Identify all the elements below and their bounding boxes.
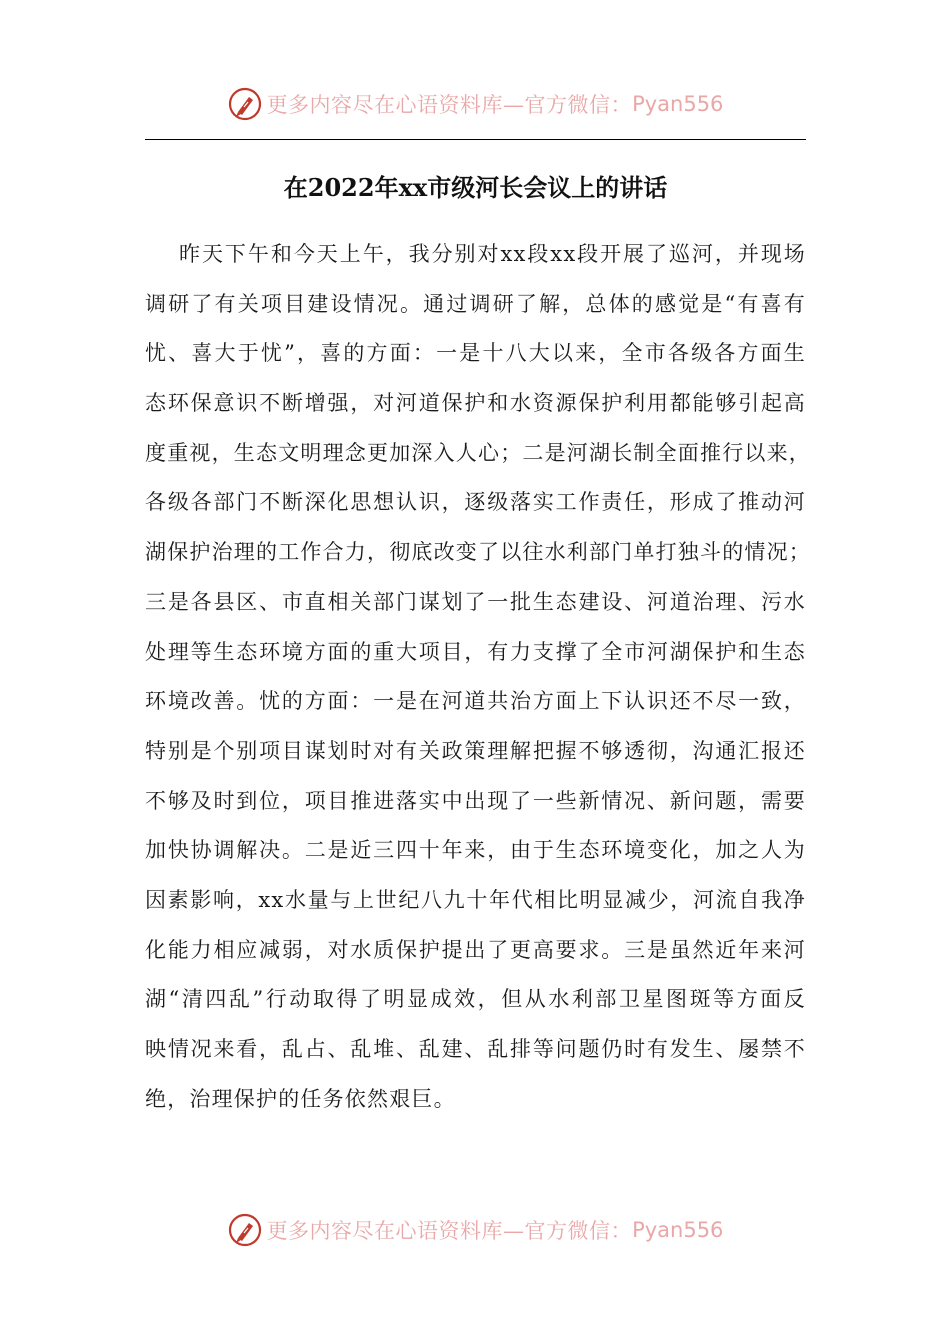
- footer-banner: [0, 1208, 950, 1252]
- pen-nib-logo-icon: [227, 1212, 263, 1248]
- body-line: 处理等生态环境方面的重大项目，有力支撑了全市河湖保护和生态: [145, 639, 806, 664]
- document-title: 在2022年xx市级河长会议上的讲话: [283, 173, 668, 202]
- body-line: 湖保护治理的工作合力，彻底改变了以往水利部门单打独斗的情况；: [145, 540, 811, 565]
- header-divider: [145, 139, 806, 140]
- body-line: 态环保意识不断增强，对河道保护和水资源保护利用都能够引起高: [145, 391, 806, 416]
- body-line: 昨天下午和今天上午，我分别对xx段xx段开展了巡河，并现场: [179, 242, 806, 266]
- body-line: 调研了有关项目建设情况。通过调研了解，总体的感觉是“有喜有: [145, 291, 806, 316]
- header-banner: [0, 82, 950, 126]
- body-line: 绝，治理保护的任务依然艰巨。: [145, 1086, 456, 1111]
- header-banner-wechat-id: Pyan556: [632, 92, 724, 116]
- body-line: 忧、喜大于忧”，喜的方面：一是十八大以来，全市各级各方面生: [145, 341, 806, 366]
- document-body: [145, 234, 811, 1128]
- body-line: 湖“清四乱”行动取得了明显成效，但从水利部卫星图斑等方面反: [145, 987, 806, 1012]
- body-line: 环境改善。忧的方面：一是在河道共治方面上下认识还不尽一致，: [145, 689, 806, 714]
- pen-nib-logo-icon: [227, 86, 263, 122]
- body-line: 不够及时到位，项目推进落实中出现了一些新情况、新问题，需要: [145, 788, 806, 813]
- footer-banner-wechat-id: Pyan556: [632, 1218, 724, 1242]
- body-line: 化能力相应减弱，对水质保护提出了更高要求。三是虽然近年来河: [145, 937, 806, 962]
- footer-banner-text: 更多内容尽在心语资料库—官方微信：: [266, 1219, 633, 1243]
- body-line: 度重视，生态文明理念更加深入人心；二是河湖长制全面推行以来，: [145, 440, 811, 465]
- body-line: 加快协调解决。二是近三四十年来，由于生态环境变化，加之人为: [145, 838, 806, 863]
- body-line: 特别是个别项目谋划时对有关政策理解把握不够透彻，沟通汇报还: [145, 738, 806, 763]
- body-line: 因素影响，xx水量与上世纪八九十年代相比明显减少，河流自我净: [145, 887, 806, 912]
- body-line: 映情况来看，乱占、乱堆、乱建、乱排等问题仍时有发生、屡禁不: [145, 1037, 806, 1061]
- body-line: 三是各县区、市直相关部门谋划了一批生态建设、河道治理、污水: [145, 589, 806, 614]
- header-banner-text: 更多内容尽在心语资料库—官方微信：: [266, 93, 633, 117]
- body-line: 各级各部门不断深化思想认识，逐级落实工作责任，形成了推动河: [145, 490, 806, 515]
